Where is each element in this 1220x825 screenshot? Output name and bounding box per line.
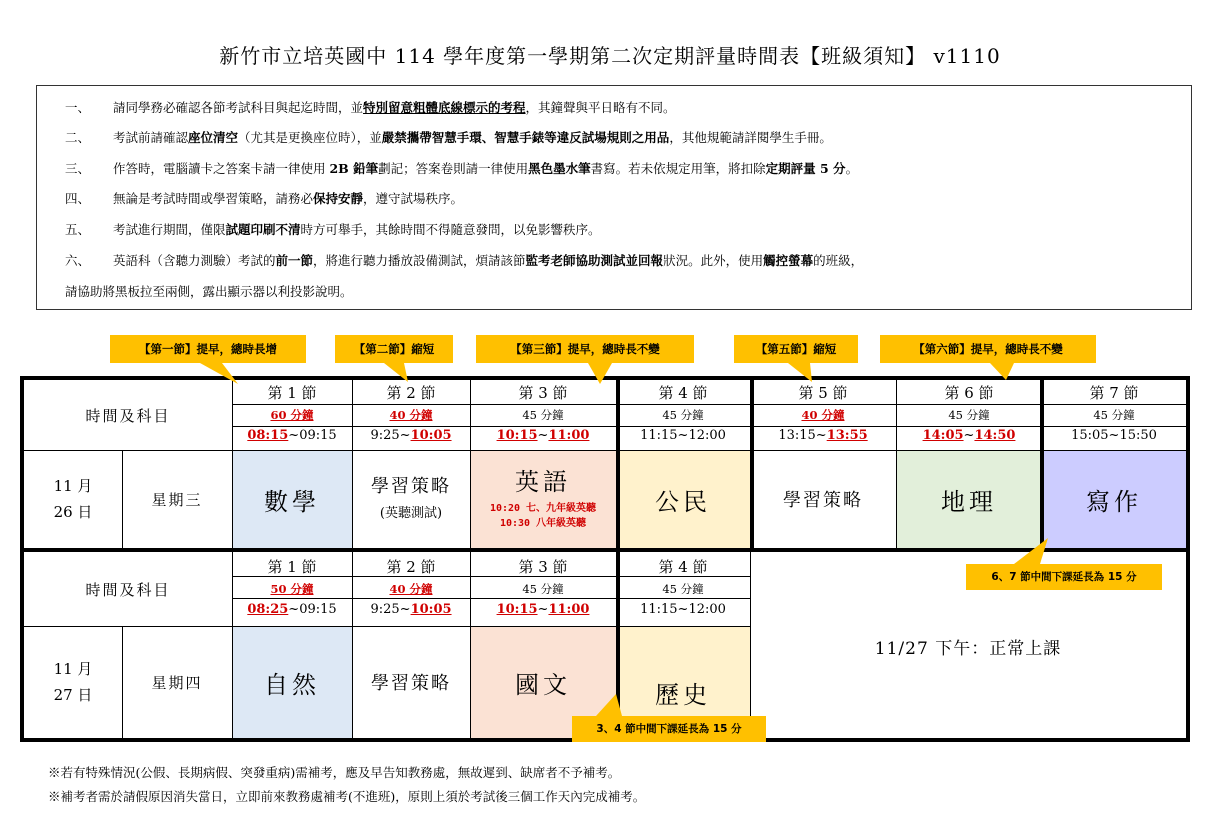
notice-text: 請同學務必確認各節考試科目與起迄時間，並 <box>113 100 364 115</box>
notice-box <box>36 85 1192 310</box>
period-time-separator: ~ <box>288 428 300 443</box>
subject-name: 自然 <box>264 670 320 699</box>
notice-number: 一、 <box>65 100 91 115</box>
grid-line <box>24 450 1186 451</box>
listening-time-note: 10:20 七、九年級英聽 <box>489 502 597 514</box>
subject-cell <box>232 450 352 548</box>
subject-name: 英語 <box>515 467 571 496</box>
callout-period-1: 【第一節】提早，總時長增 <box>110 335 306 363</box>
period-duration: 60 分鐘 <box>270 408 314 422</box>
period-header <box>616 554 750 624</box>
footnote-1: ※若有特殊情況(公假、長期病假、突發重病)需補考，應及早告知教務處，無故遲到、缺席者不予補考。 <box>48 765 621 780</box>
subject-cell <box>232 626 352 738</box>
period-time-separator: ~ <box>288 602 300 617</box>
notice-text: 英語科（含聽力測驗）考試的 <box>113 253 276 268</box>
period-name: 第 3 節 <box>518 384 568 402</box>
grid-line <box>616 426 1186 427</box>
period-time-separator: ~ <box>963 428 975 443</box>
period-end-time: 09:15 <box>299 428 337 443</box>
period-header <box>470 554 616 624</box>
date-month: 11 月 <box>53 477 93 495</box>
period-duration: 50 分鐘 <box>270 582 314 596</box>
period-name: 第 2 節 <box>386 384 436 402</box>
period-end-time: 12:00 <box>688 428 726 443</box>
callout-period-3: 【第三節】提早，總時長不變 <box>476 335 694 363</box>
period-end-time: 10:05 <box>410 428 452 443</box>
subject-cell <box>352 450 470 548</box>
subject-cell <box>750 450 896 548</box>
subject-name: 學習策略 <box>371 673 451 694</box>
period-time-separator: ~ <box>1108 428 1120 443</box>
subject-name: 公民 <box>655 487 711 516</box>
period-duration: 40 分鐘 <box>801 408 845 422</box>
notice-text: 特別留意粗體底線標示的考程 <box>363 100 526 115</box>
date-cell <box>24 626 122 738</box>
grid-line <box>232 552 233 738</box>
grid-line <box>352 552 353 738</box>
notice-text: 狀況。此外，使用 <box>663 253 764 268</box>
period-start-time: 13:15 <box>778 428 816 443</box>
date-month: 11 月 <box>53 660 93 678</box>
period-time-separator: ~ <box>677 602 689 617</box>
listening-time-note: 10:30 八年級英聽 <box>499 517 587 529</box>
grid-line <box>232 598 750 599</box>
period-duration: 45 分鐘 <box>1093 408 1135 422</box>
header-label: 時間及科目 <box>85 406 171 425</box>
period-name: 第 3 節 <box>518 558 568 576</box>
notice-text: 時方可舉手，其餘時間不得隨意發問，以免影響秩序。 <box>300 222 601 237</box>
period-header <box>232 380 352 450</box>
date-cell <box>24 450 122 548</box>
period-start-time: 15:05 <box>1071 428 1109 443</box>
grid-line <box>24 626 750 627</box>
notice-text: 考試進行期間，僅限 <box>113 222 226 237</box>
period-name: 第 6 節 <box>944 384 994 402</box>
notice-number: 三、 <box>65 161 91 176</box>
period-start-time: 08:15 <box>247 428 289 443</box>
period-duration: 45 分鐘 <box>662 582 704 596</box>
notice-number: 六、 <box>65 253 91 268</box>
notice-text: 觸控螢幕 <box>763 253 814 268</box>
subject-name: 數學 <box>264 487 320 516</box>
period-end-time: 12:00 <box>688 602 726 617</box>
grid-line <box>232 576 750 577</box>
notice-item <box>65 251 863 269</box>
grid-line <box>122 626 123 738</box>
grid-line <box>750 552 751 738</box>
period-end-time: 11:00 <box>548 428 590 443</box>
notice-item <box>65 98 676 116</box>
notice-number: 二、 <box>65 130 91 145</box>
callout-break-3-4: 3、4 節中間下課延長為 15 分 <box>572 716 766 742</box>
notice-text: 保持安靜 <box>313 191 364 206</box>
period-name: 第 4 節 <box>658 558 708 576</box>
weekday-cell: 星期三 <box>151 490 203 509</box>
period-duration: 40 分鐘 <box>389 582 433 596</box>
period-duration: 40 分鐘 <box>389 408 433 422</box>
subject-name: 學習策略 <box>371 475 451 497</box>
notice-text: 無論是考試時間或學習策略，請務必 <box>113 191 314 206</box>
subject-note: (英聽測試) <box>379 505 443 521</box>
notice-text: 定期評量 5 分 <box>765 161 846 176</box>
afternoon-note: 11/27 下午：正常上課 <box>874 639 1062 659</box>
period-end-time: 11:00 <box>548 602 590 617</box>
footnote-2: ※補考者需於請假原因消失當日，立即前來教務處補考(不進班)，原則上須於考試後三個工作天內完成補考。 <box>48 789 646 804</box>
notice-number: 五、 <box>65 222 91 237</box>
subject-cell <box>352 626 470 738</box>
period-end-time: 14:50 <box>974 428 1016 443</box>
notice-text: ，其他規範請詳閱學生手冊。 <box>669 130 832 145</box>
weekday-cell: 星期四 <box>151 673 203 692</box>
period-header <box>352 380 470 450</box>
grid-line <box>122 450 123 548</box>
notice-text: 監考老師協助測試並回報 <box>525 253 664 268</box>
notice-text: ，將進行聽力播放設備測試，煩請該節 <box>313 253 526 268</box>
notice-item <box>65 189 463 207</box>
period-start-time: 11:15 <box>640 428 678 443</box>
thick-divider <box>616 380 620 738</box>
period-header <box>896 380 1042 450</box>
period-time-separator: ~ <box>537 602 549 617</box>
period-name: 第 2 節 <box>386 558 436 576</box>
period-start-time: 14:05 <box>922 428 964 443</box>
period-start-time: 10:15 <box>496 602 538 617</box>
period-start-time: 11:15 <box>640 602 678 617</box>
notice-text: ，遵守試場秩序。 <box>363 191 464 206</box>
notice-text: 書寫。若未依規定用筆，將扣除 <box>590 161 766 176</box>
notice-item <box>65 159 858 177</box>
period-header <box>616 380 750 450</box>
grid-line <box>896 380 897 548</box>
period-name: 第 7 節 <box>1089 384 1139 402</box>
subject-name: 寫作 <box>1086 487 1142 516</box>
period-name: 第 5 節 <box>798 384 848 402</box>
period-duration: 45 分鐘 <box>948 408 990 422</box>
grid-line <box>352 380 353 548</box>
period-header <box>750 380 896 450</box>
callout-period-2: 【第二節】縮短 <box>335 335 453 363</box>
notice-text: （尤其是更換座位時），並 <box>238 130 382 145</box>
period-header <box>352 554 470 624</box>
period-header <box>1042 380 1186 450</box>
period-time-separator: ~ <box>537 428 549 443</box>
notice-text: 前一節 <box>275 253 314 268</box>
grid-line <box>232 404 616 405</box>
notice-text: 的班級， <box>813 253 864 268</box>
period-end-time: 10:05 <box>410 602 452 617</box>
thick-divider <box>1040 380 1044 548</box>
period-name: 第 1 節 <box>267 558 317 576</box>
subject-cell <box>1042 450 1186 548</box>
period-name: 第 4 節 <box>658 384 708 402</box>
notice-text: 作答時，電腦讀卡之答案卡請一律使用 <box>113 161 330 176</box>
period-header <box>232 554 352 624</box>
period-start-time: 08:25 <box>247 602 289 617</box>
subject-cell <box>896 450 1042 548</box>
header-label: 時間及科目 <box>85 580 171 599</box>
callout-break-6-7: 6、7 節中間下課延長為 15 分 <box>966 564 1162 590</box>
period-name: 第 1 節 <box>267 384 317 402</box>
subject-name: 學習策略 <box>783 490 863 511</box>
period-time-separator: ~ <box>677 428 689 443</box>
period-end-time: 13:55 <box>826 428 868 443</box>
grid-line <box>616 404 1186 405</box>
period-time-separator: ~ <box>399 602 411 617</box>
period-start-time: 9:25 <box>370 428 400 443</box>
period-start-time: 9:25 <box>370 602 400 617</box>
notice-text: 黑色墨水筆 <box>528 161 591 176</box>
period-time-separator: ~ <box>399 428 411 443</box>
schedule-table <box>20 376 1190 742</box>
period-end-time: 09:15 <box>299 602 337 617</box>
thick-divider <box>24 548 1186 552</box>
notice-text: ，其鐘聲與平日略有不同。 <box>525 100 676 115</box>
period-end-time: 15:50 <box>1119 428 1157 443</box>
period-start-time: 10:15 <box>496 428 538 443</box>
notice-text: 座位清空 <box>188 130 239 145</box>
notice-item <box>65 220 601 238</box>
notice-text: 考試前請確認 <box>113 130 189 145</box>
period-header <box>470 380 616 450</box>
grid-line <box>232 426 616 427</box>
subject-name: 國文 <box>515 670 571 699</box>
grid-line <box>470 380 471 548</box>
notice-text: 2B 鉛筆 <box>329 161 379 176</box>
callout-period-5: 【第五節】縮短 <box>734 335 858 363</box>
notice-item <box>65 128 832 146</box>
notice-text: 嚴禁攜帶智慧手環、智慧手錶等違反試場規則之用品 <box>381 130 670 145</box>
subject-cell <box>616 450 750 548</box>
grid-line <box>470 552 471 738</box>
period-time-separator: ~ <box>815 428 827 443</box>
notice-text: 。 <box>845 161 859 176</box>
grid-line <box>232 380 233 548</box>
thick-divider <box>750 380 754 548</box>
period-duration: 45 分鐘 <box>662 408 704 422</box>
notice-number: 四、 <box>65 191 91 206</box>
period-duration: 45 分鐘 <box>522 582 564 596</box>
date-day: 26 日 <box>53 503 93 521</box>
notice-text: 試題印刷不清 <box>225 222 301 237</box>
notice-item-continued: 請協助將黑板拉至兩側，露出顯示器以利投影說明。 <box>65 284 353 299</box>
notice-text: 劃記；答案卷則請一律使用 <box>378 161 529 176</box>
subject-cell <box>470 450 616 548</box>
page-title: 新竹市立培英國中 114 學年度第一學期第二次定期評量時間表【班級須知】 v1110 <box>219 44 1001 68</box>
subject-name: 地理 <box>941 487 997 516</box>
callout-period-6: 【第六節】提早，總時長不變 <box>880 335 1096 363</box>
period-duration: 45 分鐘 <box>522 408 564 422</box>
subject-name: 歷史 <box>655 680 711 709</box>
date-day: 27 日 <box>53 686 93 704</box>
